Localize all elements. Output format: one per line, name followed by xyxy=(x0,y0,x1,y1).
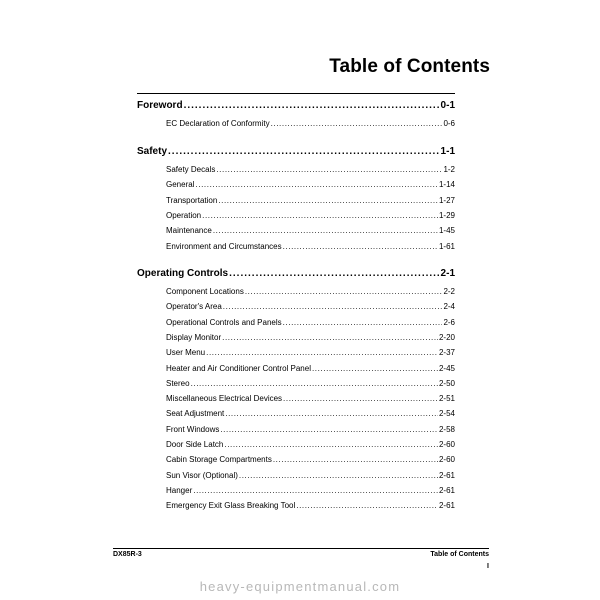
toc-page-number: 2-61 xyxy=(438,485,455,495)
dot-leader xyxy=(213,226,438,235)
toc-section-heading[interactable] xyxy=(137,100,455,114)
toc-entry[interactable] xyxy=(166,211,455,222)
toc-label: General xyxy=(166,180,195,190)
toc-section-heading[interactable] xyxy=(137,268,455,282)
toc-entry[interactable] xyxy=(166,196,455,207)
toc-page-number: 2-60 xyxy=(438,455,455,465)
toc-page-number: 1-61 xyxy=(438,241,455,251)
toc-label: Operation xyxy=(166,210,202,220)
toc-page-number: 2-37 xyxy=(438,348,455,358)
toc-entry[interactable] xyxy=(166,242,455,253)
toc-page-number: 2-2 xyxy=(443,287,455,296)
toc-label: Safety xyxy=(137,146,168,157)
toc-page-number: 1-14 xyxy=(438,180,455,190)
toc-label: Hanger xyxy=(166,485,193,495)
toc-page-number: 2-6 xyxy=(443,317,455,327)
toc-page-number: 0-1 xyxy=(440,100,455,111)
dot-leader xyxy=(283,394,438,403)
toc-entry[interactable] xyxy=(166,440,455,451)
toc-page-number: 2-1 xyxy=(440,268,455,279)
footer-model: DX85R-3 xyxy=(113,551,142,558)
toc-entry[interactable] xyxy=(166,364,455,375)
toc-entry[interactable] xyxy=(166,333,455,344)
dot-leader xyxy=(225,409,438,418)
dot-leader xyxy=(184,100,440,111)
toc-label: Sun Visor (Optional) xyxy=(166,470,238,480)
toc-page-number: 1-2 xyxy=(443,165,455,174)
toc-entry[interactable] xyxy=(166,318,455,329)
dot-leader xyxy=(220,425,438,434)
toc-page-number: 0-6 xyxy=(443,119,455,128)
dot-leader xyxy=(271,119,443,128)
toc-entry[interactable] xyxy=(166,394,455,405)
dot-leader xyxy=(195,180,438,189)
dot-leader xyxy=(245,287,443,296)
page-title: Table of Contents xyxy=(329,56,490,77)
toc-page-number: 2-54 xyxy=(438,409,455,419)
dot-leader xyxy=(312,364,438,373)
toc-entry[interactable] xyxy=(166,501,455,512)
toc-label: Maintenance xyxy=(166,226,212,236)
toc-label: Miscellaneous Electrical Devices xyxy=(166,394,283,404)
toc-page-number: 2-61 xyxy=(438,470,455,480)
toc-page-number: 1-29 xyxy=(438,210,455,220)
toc-label: Heater and Air Conditioner Control Panel xyxy=(166,363,311,373)
watermark: heavy-equipmentmanual.com xyxy=(199,579,401,594)
toc-label: Operational Controls and Panels xyxy=(166,317,282,327)
toc-label: EC Declaration of Conformity xyxy=(166,119,270,128)
dot-leader xyxy=(229,268,439,279)
toc-entry[interactable] xyxy=(166,287,455,298)
footer-section-title: Table of Contents xyxy=(430,551,489,558)
toc-page-number: 2-61 xyxy=(438,501,455,511)
dot-leader xyxy=(223,302,443,311)
toc-page-number: 1-45 xyxy=(438,226,455,236)
toc-label: Operating Controls xyxy=(137,268,229,279)
dot-leader xyxy=(222,333,438,342)
toc-page-number: 1-27 xyxy=(438,195,455,205)
toc-page-number: 2-4 xyxy=(443,302,455,312)
dot-leader xyxy=(202,211,438,220)
toc-entry[interactable] xyxy=(166,486,455,497)
toc-entry[interactable] xyxy=(166,379,455,390)
dot-leader xyxy=(193,486,438,495)
dot-leader xyxy=(283,242,438,251)
toc-entry[interactable] xyxy=(166,119,455,130)
toc-label: Transportation xyxy=(166,195,218,205)
dot-leader xyxy=(191,379,438,388)
toc-label: User Menu xyxy=(166,348,206,358)
dot-leader xyxy=(239,471,438,480)
footer-rule xyxy=(113,548,489,549)
toc-page-number: 2-50 xyxy=(438,378,455,388)
toc-label: Front Windows xyxy=(166,424,220,434)
dot-leader xyxy=(296,501,438,510)
toc-label: Component Locations xyxy=(166,287,244,296)
dot-leader xyxy=(273,455,438,464)
toc-entry[interactable] xyxy=(166,348,455,359)
toc-page-number: 2-20 xyxy=(438,332,455,342)
toc-page-number: 2-51 xyxy=(438,394,455,404)
toc-entry[interactable] xyxy=(166,471,455,482)
toc-entry[interactable] xyxy=(166,165,455,176)
toc-label: Seat Adjustment xyxy=(166,409,225,419)
toc-label: Operator's Area xyxy=(166,302,222,312)
dot-leader xyxy=(206,348,438,357)
dot-leader xyxy=(224,440,438,449)
toc-entry[interactable] xyxy=(166,180,455,191)
footer-page-number: I xyxy=(487,563,489,570)
toc-entry[interactable] xyxy=(166,425,455,436)
toc-label: Emergency Exit Glass Breaking Tool xyxy=(166,501,296,511)
title-rule xyxy=(137,93,455,94)
toc-section-heading[interactable] xyxy=(137,146,455,160)
toc-entry[interactable] xyxy=(166,409,455,420)
toc-page-number: 2-60 xyxy=(438,440,455,449)
toc-label: Door Side Latch xyxy=(166,440,224,449)
toc-page-number: 1-1 xyxy=(440,146,455,157)
toc-page-number: 2-45 xyxy=(438,363,455,373)
toc-label: Foreword xyxy=(137,100,183,111)
toc-label: Stereo xyxy=(166,378,190,388)
toc-entry[interactable] xyxy=(166,455,455,466)
dot-leader xyxy=(218,196,438,205)
dot-leader xyxy=(168,146,440,157)
toc-label: Environment and Circumstances xyxy=(166,241,282,251)
toc-label: Display Monitor xyxy=(166,332,222,342)
toc-label: Cabin Storage Compartments xyxy=(166,455,272,465)
dot-leader xyxy=(283,318,443,327)
toc-page-number: 2-58 xyxy=(438,424,455,434)
toc-entry[interactable] xyxy=(166,226,455,237)
toc-entry[interactable] xyxy=(166,302,455,313)
dot-leader xyxy=(216,165,442,174)
toc-label: Safety Decals xyxy=(166,165,216,174)
